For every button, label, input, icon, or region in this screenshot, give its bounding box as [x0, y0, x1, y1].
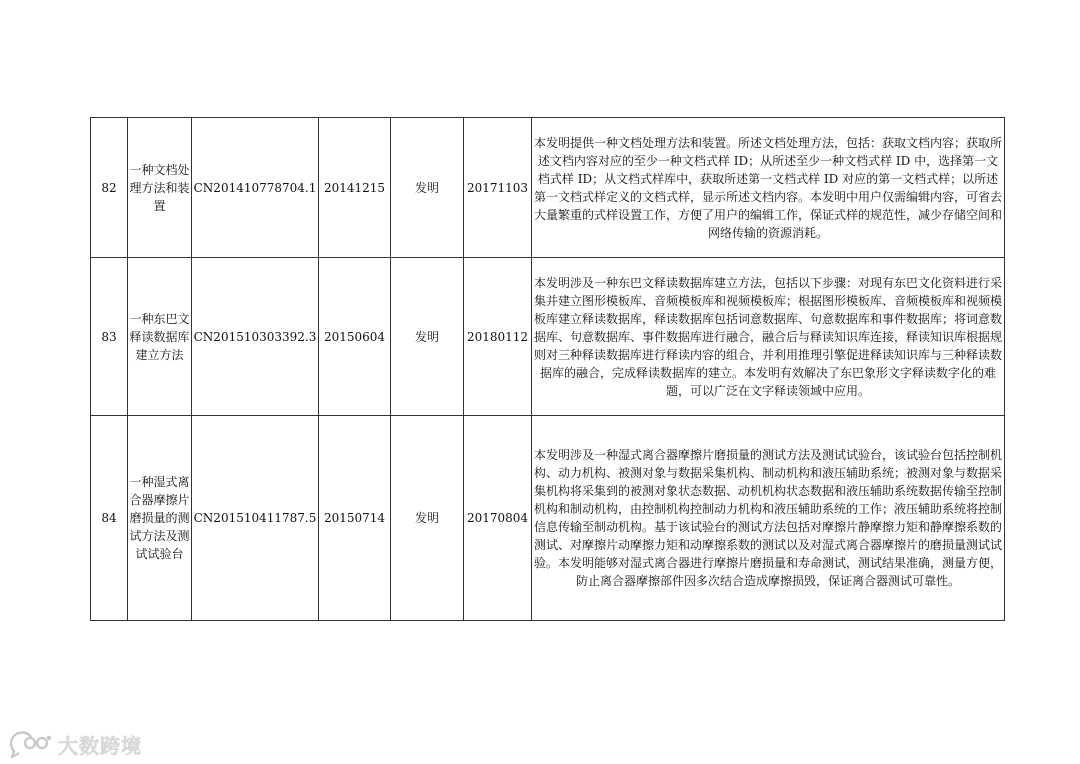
- application-number: CN201510411787.5: [192, 416, 319, 621]
- patent-type: 发明: [391, 258, 464, 416]
- patent-name: 一种文档处理方法和装置: [128, 118, 192, 258]
- patent-abstract: 本发明提供一种文档处理方法和装置。所述文档处理方法，包括：获取文档内容；获取所述文档内容对应的至少一种文档式样 ID；从所述至少一种文档式样 ID 中，选择第一文档式样 ID；从文档式样库中，获取所述第一文档式样 ID 对应的第一文档式样；以所述第一文档式样定义的文档式样，显示所述文档内容。本发明中用户仅需编辑内容，可省去大量繁重的式样设置工作，方便了用户的编辑工作，保证式样的规范性，减少存储空间和网络传输的资源消耗。: [532, 118, 1005, 258]
- patent-name: 一种湿式离合器摩擦片磨损量的测试方法及测试试验台: [128, 416, 192, 621]
- patent-abstract: 本发明涉及一种湿式离合器摩擦片磨损量的测试方法及测试试验台，该试验台包括控制机构、动力机构、被测对象与数据采集机构、制动机构和液压辅助系统；被测对象与数据采集机构将采集到的被测对象状态数据、动机机构状态数据和液压辅助系统数据传输至控制机构和制动机构，由控制机构控制动力机构和液压辅助系统的工作；液压辅助系统将控制信息传输至制动机构。基于该试验台的测试方法包括对摩擦片静摩擦力矩和静摩擦系数的测试、对摩擦片动摩擦力矩和动摩擦系数的测试以及对湿式离合器摩擦片的磨损量测试试验。本发明能够对湿式离合器进行摩擦片磨损量和寿命测试，测试结果准确，测量方便，防止离合器摩擦部件因多次结合造成摩擦损毁，保证离合器测试可靠性。: [532, 416, 1005, 621]
- application-number: CN201410778704.1: [192, 118, 319, 258]
- application-date: 20150604: [319, 258, 391, 416]
- watermark: [8, 728, 142, 760]
- table-row: [91, 118, 1005, 258]
- patent-abstract: 本发明涉及一种东巴文释读数据库建立方法，包括以下步骤：对现有东巴文化资料进行采集并建立图形模板库、音频模板库和视频模板库；根据图形模板库、音频模板库和视频模板库建立释读数据库，释读数据库包括词意数据库、句意数据库和事件数据库；将词意数据库、句意数据库、事件数据库进行融合，融合后与释读知识库连接，释读知识库根据规则对三种释读数据库进行释读内容的组合，并利用推理引擎促进释读知识库与三种释读数据库的融合，完成释读数据库的建立。本发明有效解决了东巴象形文字释读数字化的难题，可以广泛在文字释读领域中应用。: [532, 258, 1005, 416]
- row-number: 84: [91, 416, 128, 621]
- table-row: [91, 258, 1005, 416]
- grant-date: 20170804: [464, 416, 532, 621]
- grant-date: 20171103: [464, 118, 532, 258]
- row-number: 82: [91, 118, 128, 258]
- application-date: 20150714: [319, 416, 391, 621]
- application-number: CN201510303392.3: [192, 258, 319, 416]
- patent-name: 一种东巴文释读数据库建立方法: [128, 258, 192, 416]
- chat-bubble-logo-icon: [8, 729, 54, 759]
- patent-type: 发明: [391, 118, 464, 258]
- patent-type: 发明: [391, 416, 464, 621]
- grant-date: 20180112: [464, 258, 532, 416]
- watermark-text: 大数跨境: [58, 733, 142, 758]
- application-date: 20141215: [319, 118, 391, 258]
- row-number: 83: [91, 258, 128, 416]
- patent-table: [90, 117, 1005, 621]
- table-row: [91, 416, 1005, 621]
